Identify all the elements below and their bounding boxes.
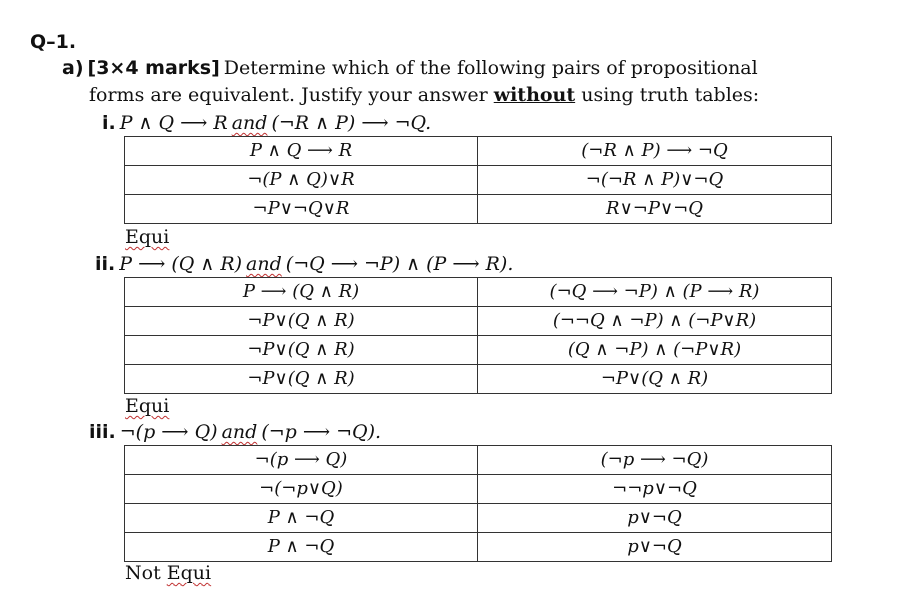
instruction-line-1 bbox=[62, 57, 758, 79]
instruction-line-2 bbox=[89, 84, 759, 106]
part-ii-statement bbox=[95, 253, 513, 275]
cell: P ∧ ¬Q bbox=[125, 504, 478, 533]
cell: ¬P∨(Q ∧ R) bbox=[125, 336, 478, 365]
cell: p∨¬Q bbox=[478, 504, 832, 533]
part-ii-table bbox=[124, 277, 832, 394]
cell: ¬P∨(Q ∧ R) bbox=[125, 365, 478, 394]
cell: (Q ∧ ¬P) ∧ (¬P∨R) bbox=[478, 336, 832, 365]
part-ii-label: ii. bbox=[95, 253, 116, 275]
part-i-right: (¬R ∧ P) ⟶ ¬Q. bbox=[271, 112, 432, 134]
cell: ¬(¬p∨Q) bbox=[125, 475, 478, 504]
part-i-table bbox=[124, 136, 832, 224]
cell: P ∧ Q ⟶ R bbox=[125, 137, 478, 166]
cell: ¬P∨(Q ∧ R) bbox=[125, 307, 478, 336]
cell: ¬(p ⟶ Q) bbox=[125, 446, 478, 475]
cell: R∨¬P∨¬Q bbox=[478, 195, 832, 224]
part-ii-conj: and bbox=[246, 253, 282, 275]
part-iii-table bbox=[124, 445, 832, 562]
part-iii-conj: and bbox=[221, 421, 258, 443]
part-label: a) bbox=[62, 57, 84, 79]
cell: (¬¬Q ∧ ¬P) ∧ (¬P∨R) bbox=[478, 307, 832, 336]
cell: ¬P∨¬Q∨R bbox=[125, 195, 478, 224]
part-iii-verdict bbox=[125, 562, 211, 584]
cell: (¬R ∧ P) ⟶ ¬Q bbox=[478, 137, 832, 166]
part-i-verdict: Equi bbox=[125, 226, 170, 248]
cell: P ∧ ¬Q bbox=[125, 533, 478, 562]
instruction-text-2c: using truth tables: bbox=[581, 84, 760, 106]
cell: P ⟶ (Q ∧ R) bbox=[125, 278, 478, 307]
part-iii-right: (¬p ⟶ ¬Q). bbox=[261, 421, 382, 443]
part-i-label: i. bbox=[102, 112, 116, 134]
verdict-word: Equi bbox=[166, 562, 212, 584]
cell: ¬¬p∨¬Q bbox=[478, 475, 832, 504]
part-i-left: P ∧ Q ⟶ R bbox=[119, 112, 228, 134]
part-i-conj: and bbox=[231, 112, 268, 134]
part-i-statement bbox=[102, 112, 431, 134]
cell: (¬p ⟶ ¬Q) bbox=[478, 446, 832, 475]
question-number: Q–1. bbox=[30, 31, 77, 53]
cell: (¬Q ⟶ ¬P) ∧ (P ⟶ R) bbox=[478, 278, 832, 307]
marks-label: [3×4 marks] bbox=[87, 57, 220, 79]
verdict-prefix: Not bbox=[125, 562, 161, 584]
cell: ¬(P ∧ Q)∨R bbox=[125, 166, 478, 195]
part-iii-label: iii. bbox=[89, 421, 116, 443]
part-ii-verdict: Equi bbox=[125, 395, 170, 417]
instruction-text-1: Determine which of the following pairs of propositional bbox=[223, 57, 758, 79]
cell: p∨¬Q bbox=[478, 533, 832, 562]
instruction-text-2a: forms are equivalent. Justify your answer bbox=[89, 84, 488, 106]
cell: ¬(¬R ∧ P)∨¬Q bbox=[478, 166, 832, 195]
part-ii-right: (¬Q ⟶ ¬P) ∧ (P ⟶ R). bbox=[285, 253, 514, 275]
cell: ¬P∨(Q ∧ R) bbox=[478, 365, 832, 394]
instruction-emphasis: without bbox=[493, 84, 576, 106]
part-ii-left: P ⟶ (Q ∧ R) bbox=[119, 253, 243, 275]
part-iii-statement bbox=[89, 421, 381, 443]
part-iii-left: ¬(p ⟶ Q) bbox=[119, 421, 218, 443]
